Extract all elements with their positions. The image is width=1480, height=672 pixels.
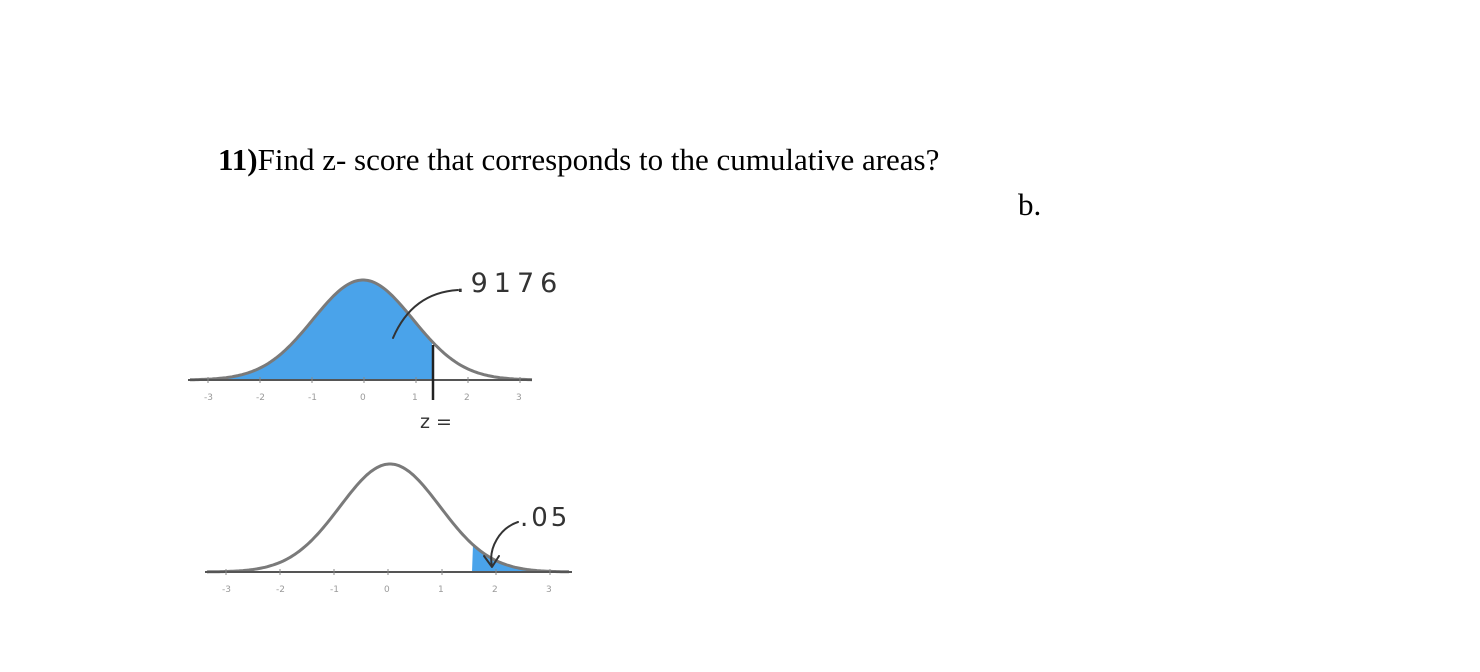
tick-label: -1 [330,585,339,595]
tick-label: 0 [384,585,390,595]
z-equals-label: z = [420,411,452,433]
tick-label: 2 [492,585,498,595]
part-b-label: b. [1018,187,1042,222]
bell-curve-2 [207,464,569,572]
question-text: Find z- score that corresponds to the cumulative areas? [257,142,940,177]
tick-label: -3 [204,393,213,403]
tick-label: 3 [516,393,522,403]
question-number: 11) [218,142,258,177]
tick-label: 1 [412,393,418,403]
tick-label: -3 [222,585,231,595]
area-label-9176: .9176 [456,268,564,299]
tick-label: -1 [308,393,317,403]
tick-label: -2 [276,585,285,595]
tick-label: 1 [438,585,444,595]
tick-label: 3 [546,585,552,595]
tick-label: 2 [464,393,470,403]
area-label-05: .05 [520,503,571,533]
normal-curve-figure-2 [205,464,572,595]
tick-label: 0 [360,393,366,403]
normal-curve-figure-1 [188,268,563,433]
tick-label: -2 [256,393,265,403]
